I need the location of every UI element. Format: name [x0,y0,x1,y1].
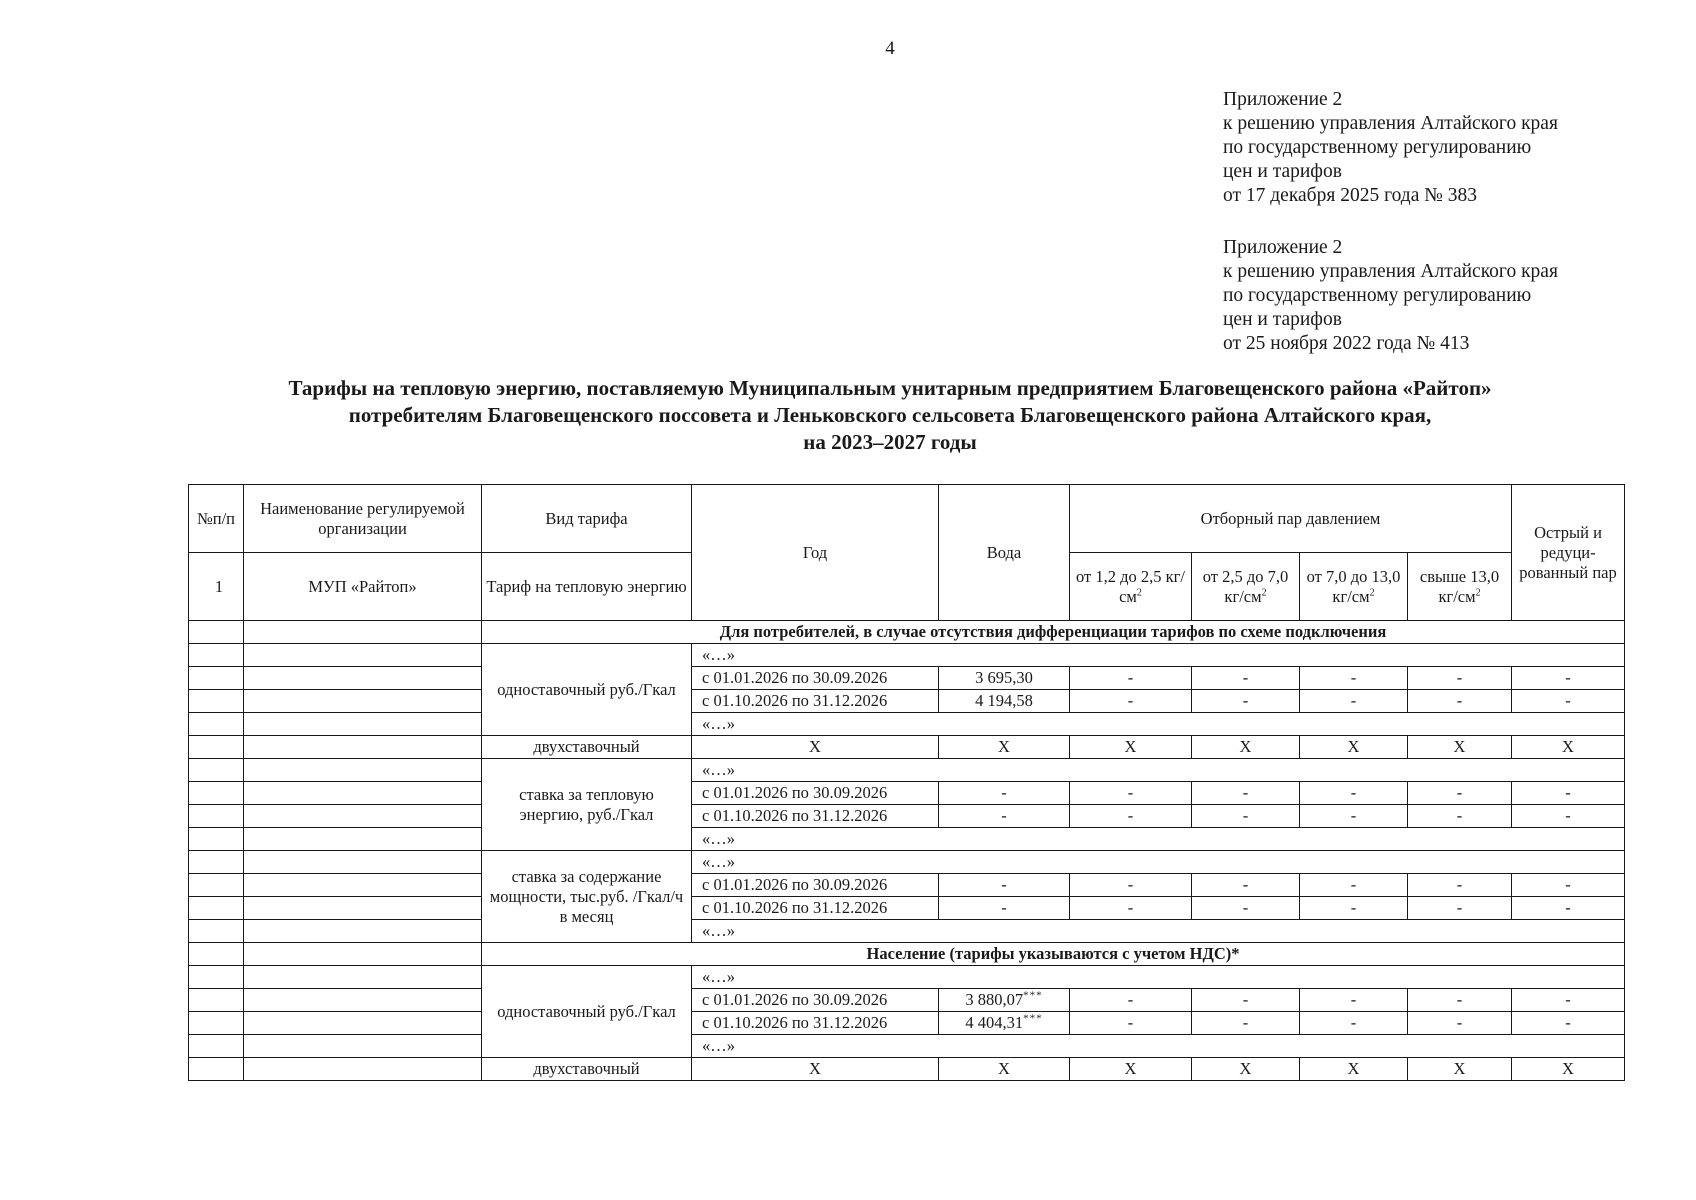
appendix-line: цен и тарифов [1223,309,1342,330]
header-row [189,485,1625,553]
value-cell: 4 404,31*** [939,1012,1070,1035]
section-row [189,621,1625,644]
appendix-line: к решению управления Алтайского края [1223,113,1558,134]
header-tariff-type: Вид тарифа [482,485,692,553]
appendix-line: цен и тарифов [1223,161,1342,182]
table-row: с 01.10.2026 по 31.12.2026 4 404,31*** - - - - - [189,1012,1625,1035]
table-row [189,851,1625,874]
period-cell: с 01.10.2026 по 31.12.2026 [692,1012,939,1035]
header-num: №п/п [189,485,244,553]
appendix-block-original [1223,236,1643,356]
header-sharp-steam: Острый и редуци-рованный пар [1512,485,1625,621]
appendix-line: от 25 ноября 2022 года № 413 [1223,333,1470,354]
org-name: МУП «Райтоп» [244,553,482,621]
tariff-kind: одноставочный руб./Гкал [482,966,692,1058]
appendix-line: по государственному регулированию [1223,137,1532,158]
table-row [189,920,1625,943]
table-row [189,759,1625,782]
ellipsis-cell: «…» [692,920,1625,943]
header-org: Наименование регулируемой организации [244,485,482,553]
appendix-line: по государственному регулированию [1223,285,1532,306]
table-row: с 01.10.2026 по 31.12.2026 4 194,58 - - - - - [189,690,1625,713]
period-cell: с 01.10.2026 по 31.12.2026 [692,897,939,920]
org-tariff: Тариф на тепловую энергию [482,553,692,621]
tariff-kind: ставка за содержание мощности, тыс.руб. /Гкал/ч в месяц [482,851,692,943]
title-line: Тарифы на тепловую энергию, поставляемую Муниципальным унитарным предприятием Благовещенского района «Райтоп» [288,376,1492,400]
ellipsis-cell: «…» [692,1035,1625,1058]
table-row: с 01.01.2026 по 30.09.2026 3 695,30 - - - - - [189,667,1625,690]
table-row [189,713,1625,736]
ellipsis-cell: «…» [692,759,1625,782]
section-title: Население (тарифы указываются с учетом НДС)* [482,943,1625,966]
title-line: на 2023–2027 годы [803,430,977,454]
table-row [189,828,1625,851]
header-steam-3: от 7,0 до 13,0 $кг/см^2$ [1300,553,1408,621]
table-row: с 01.01.2026 по 30.09.2026 3 880,07*** - - - - - [189,989,1625,1012]
table-row: с 01.10.2026 по 31.12.2026 - - - - - - [189,897,1625,920]
section-title: Для потребителей, в случае отсутствия дифференциации тарифов по схеме подключения [482,621,1625,644]
header-steam-2: от 2,5 до 7,0 $кг/см^2$ [1192,553,1300,621]
page-number: 4 [885,38,895,59]
header-steam-4: свыше 13,0 $кг/см^2$ [1408,553,1512,621]
value-cell: 3 695,30 [939,667,1070,690]
title-line: потребителям Благовещенского поссовета и Леньковского сельсовета Благовещенского района Алтайского края, [348,403,1432,427]
header-year: Год [692,485,939,621]
tariff-table [188,484,1625,1081]
ellipsis-cell: «…» [692,851,1625,874]
appendix-block-current [1223,88,1643,208]
appendix-line: Приложение 2 [1223,89,1343,110]
appendix-line: от 17 декабря 2025 года № 383 [1223,185,1477,206]
table-row: с 01.10.2026 по 31.12.2026 - - - - - - [189,805,1625,828]
appendix-line: Приложение 2 [1223,237,1343,258]
period-cell: с 01.01.2026 по 30.09.2026 [692,667,939,690]
table-row [189,966,1625,989]
period-cell: с 01.10.2026 по 31.12.2026 [692,690,939,713]
tariff-kind: ставка за тепловую энергию, руб./Гкал [482,759,692,851]
ellipsis-cell: «…» [692,713,1625,736]
period-cell: с 01.01.2026 по 30.09.2026 [692,782,939,805]
ellipsis-cell: «…» [692,966,1625,989]
period-cell: с 01.10.2026 по 31.12.2026 [692,805,939,828]
ellipsis-cell: «…» [692,828,1625,851]
table-row [189,644,1625,667]
period-cell: с 01.01.2026 по 30.09.2026 [692,874,939,897]
org-num: 1 [189,553,244,621]
document-title [160,375,1620,456]
header-steam-1: от 1,2 до 2,5 $кг/см^2$ [1070,553,1192,621]
header-water: Вода [939,485,1070,621]
tariff-kind: двухставочный [482,736,692,759]
tariff-kind: одноставочный руб./Гкал [482,644,692,736]
header-steam: Отборный пар давлением [1070,485,1512,553]
table-row [189,1035,1625,1058]
table-row: с 01.01.2026 по 30.09.2026 - - - - - - [189,874,1625,897]
appendix-line: к решению управления Алтайского края [1223,261,1558,282]
value-cell: 4 194,58 [939,690,1070,713]
table-row: с 01.01.2026 по 30.09.2026 - - - - - - [189,782,1625,805]
ellipsis-cell: «…» [692,644,1625,667]
tariff-kind: двухставочный [482,1058,692,1081]
table-row: двухставочный X X X X X X X [189,736,1625,759]
period-cell: с 01.01.2026 по 30.09.2026 [692,989,939,1012]
section-row [189,943,1625,966]
value-cell: 3 880,07*** [939,989,1070,1012]
table-row: двухставочный X X X X X X X [189,1058,1625,1081]
